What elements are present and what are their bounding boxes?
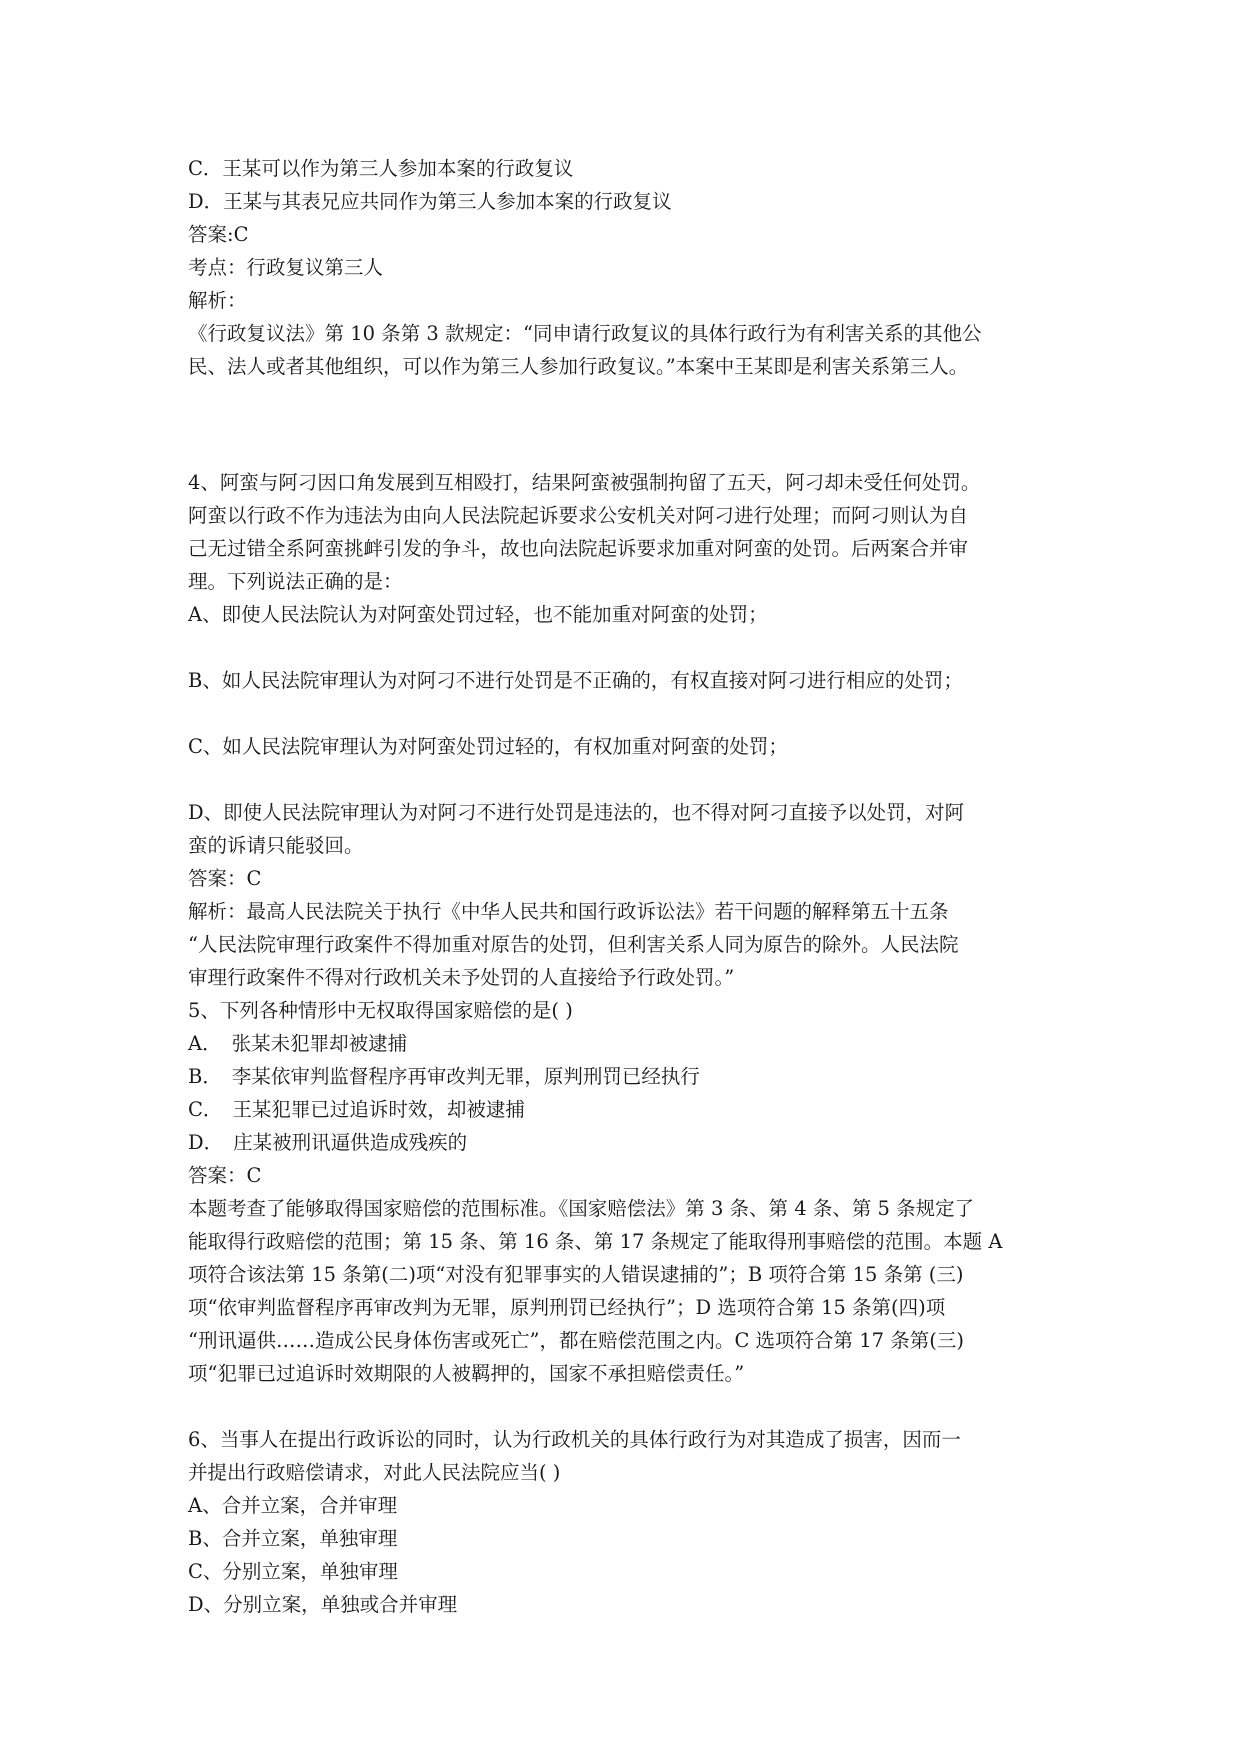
option-letter: C． (188, 1098, 223, 1121)
q3-analysis-line: 《行政复议法》第 10 条第 3 款规定：“同申请行政复议的具体行政行为有利害关系的其他公 (188, 322, 982, 345)
q4-analysis-line: 解析：最高人民法院关于执行《中华人民共和国行政诉讼法》若干问题的解释第五十五条 (188, 900, 949, 923)
q5-option-a (188, 1027, 1068, 1060)
q5-answer: 答案：C (188, 1164, 262, 1187)
q5-analysis-line: 项符合该法第 15 条第(二)项“对没有犯罪事实的人错误逮捕的”；B 项符合第 15 条第 (三) (188, 1263, 964, 1286)
q4-option-d-line: D、即使人民法院审理认为对阿刁不进行处罚是违法的，也不得对阿刁直接予以处罚，对阿 (188, 801, 965, 824)
spacer (188, 1390, 1068, 1423)
q5-analysis-line: “刑讯逼供……造成公民身体伤害或死亡”，都在赔偿范围之内。C 选项符合第 17 条第(三) (188, 1329, 964, 1352)
q6-option-c: C、分别立案，单独审理 (188, 1560, 398, 1583)
option-text: 李某依审判监督程序再审改判无罪，原判刑罚已经执行 (231, 1065, 700, 1088)
q3-option-d: D．王某与其表兄应共同作为第三人参加本案的行政复议 (188, 190, 672, 213)
q5-analysis-line: 项“依审判监督程序再审改判为无罪，原判刑罚已经执行”；D 选项符合第 15 条第(四)项 (188, 1296, 946, 1319)
q5-option-b (188, 1060, 1068, 1093)
option-text: 张某未犯罪却被逮捕 (231, 1032, 408, 1055)
q4-analysis-line: 审理行政案件不得对行政机关未予处罚的人直接给予行政处罚。” (188, 966, 735, 989)
q4-stem-line: 己无过错全系阿蛮挑衅引发的争斗，故也向法院起诉要求加重对阿蛮的处罚。后两案合并审 (188, 537, 969, 560)
option-text: 王某犯罪已过追诉时效，却被逮捕 (232, 1098, 525, 1121)
q3-answer: 答案:C (188, 223, 249, 246)
document-page (188, 152, 1068, 1621)
option-letter: D． (188, 1131, 224, 1154)
option-letter: B． (188, 1065, 222, 1088)
q3-point: 考点：行政复议第三人 (188, 256, 384, 279)
q4-stem-line: 理。下列说法正确的是： (188, 570, 403, 593)
q6-option-a: A、合并立案，合并审理 (188, 1494, 398, 1517)
q3-analysis-line: 民、法人或者其他组织，可以作为第三人参加行政复议。”本案中王某即是利害关系第三人。 (188, 355, 969, 378)
q4-analysis-line: “人民法院审理行政案件不得加重对原告的处罚，但利害关系人同为原告的除外。人民法院 (188, 933, 959, 956)
spacer (188, 763, 1068, 796)
q5-analysis-line: 本题考查了能够取得国家赔偿的范围标准。《国家赔偿法》第 3 条、第 4 条、第 5 条规定了 (188, 1197, 975, 1220)
q5-option-d (188, 1126, 1068, 1159)
q3-analysis-label: 解析： (188, 289, 247, 312)
q5-analysis-line: 项“犯罪已过追诉时效期限的人被羁押的，国家不承担赔偿责任。” (188, 1362, 745, 1385)
q4-option-c: C、如人民法院审理认为对阿蛮处罚过轻的，有权加重对阿蛮的处罚； (188, 735, 788, 758)
q5-analysis-line: 能取得行政赔偿的范围；第 15 条、第 16 条、第 17 条规定了能取得刑事赔偿的范围。本题 A (188, 1230, 1003, 1253)
spacer (188, 631, 1068, 664)
spacer (188, 383, 1068, 433)
q6-option-d: D、分别立案，单独或合并审理 (188, 1593, 458, 1616)
q5-option-c (188, 1093, 1068, 1126)
q4-option-d-line: 蛮的诉请只能驳回。 (188, 834, 364, 857)
q3-option-c: C．王某可以作为第三人参加本案的行政复议 (188, 157, 574, 180)
q4-stem-line: 阿蛮以行政不作为违法为由向人民法院起诉要求公安机关对阿刁进行处理；而阿刁则认为自 (188, 504, 969, 527)
q4-option-b: B、如人民法院审理认为对阿刁不进行处罚是不正确的，有权直接对阿刁进行相应的处罚； (188, 669, 963, 692)
spacer (188, 697, 1068, 730)
q6-option-b: B、合并立案，单独审理 (188, 1527, 398, 1550)
q4-answer: 答案：C (188, 867, 262, 890)
option-text: 庄某被刑讯逼供造成残疾的 (233, 1131, 468, 1154)
q4-option-a: A、即使人民法院认为对阿蛮处罚过轻，也不能加重对阿蛮的处罚； (188, 603, 768, 626)
spacer (188, 433, 1068, 466)
q4-stem-line: 4、阿蛮与阿刁因口角发展到互相殴打，结果阿蛮被强制拘留了五天，阿刁却未受任何处罚。 (188, 471, 981, 494)
option-letter: A． (188, 1032, 222, 1055)
q5-stem: 5、下列各种情形中无权取得国家赔偿的是( ) (188, 999, 573, 1022)
q6-stem-line: 并提出行政赔偿请求，对此人民法院应当( ) (188, 1461, 561, 1484)
q6-stem-line: 6、当事人在提出行政诉讼的同时，认为行政机关的具体行政行为对其造成了损害，因而一 (188, 1428, 961, 1451)
